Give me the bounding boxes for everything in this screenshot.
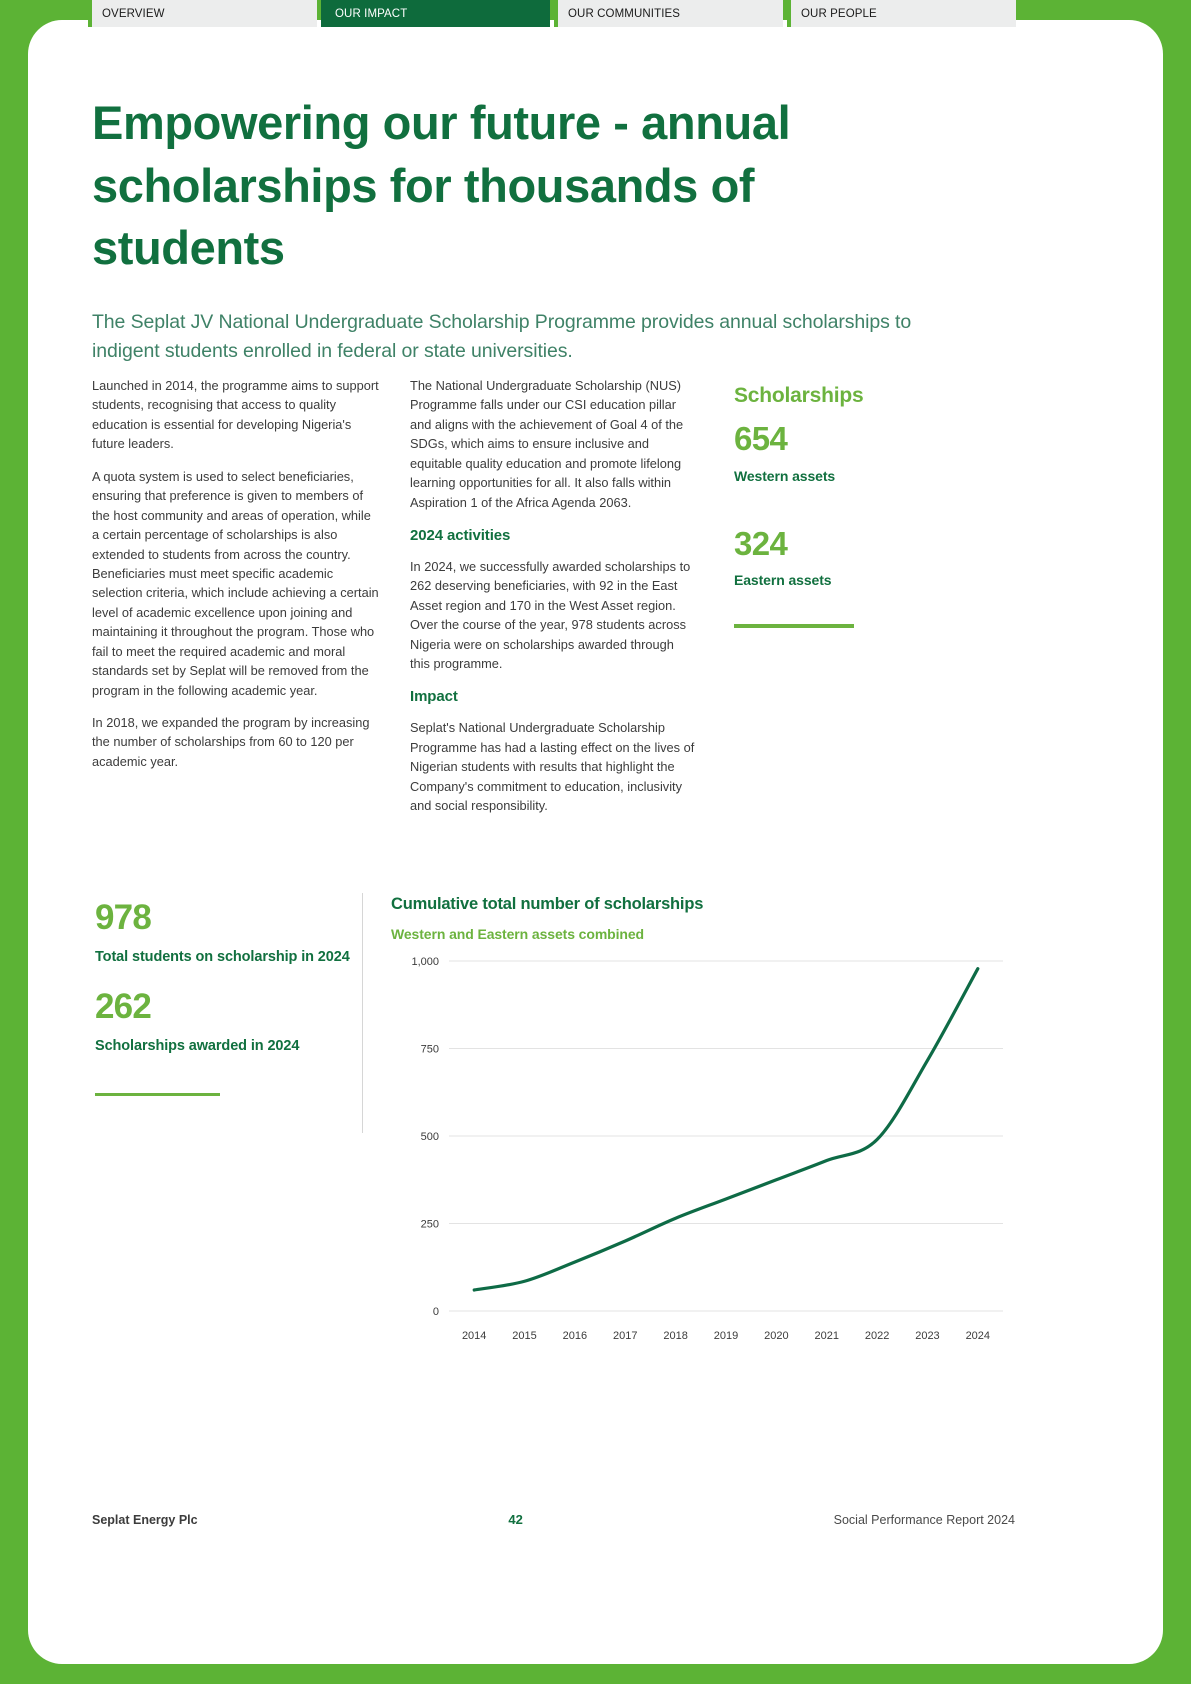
svg-text:2022: 2022 xyxy=(864,1330,890,1342)
stat-eastern-label: Eastern assets xyxy=(734,572,832,589)
col2-paragraph-3: Seplat's National Undergraduate Scholarship Programme has had a lasting effect on the lives of Nigerian students with results that highlight the Company's commitment to education, inclusivity and social responsibility. xyxy=(410,720,695,814)
svg-text:2017: 2017 xyxy=(613,1330,638,1342)
stat-eastern-value: 324 xyxy=(734,524,788,562)
tab-our-communities[interactable] xyxy=(554,0,783,27)
stats-rule-right xyxy=(734,624,854,628)
stats-panel-right xyxy=(734,384,994,628)
body-column-1 xyxy=(92,376,379,784)
tab-our-impact-label: OUR IMPACT xyxy=(335,7,408,20)
col2-paragraph-2: In 2024, we successfully awarded scholarships to 262 deserving beneficiaries, with 92 in the East Asset region and 170 in the West Asset region. Over the course of the year, 978 students across Nigeria were on scholarships awarded through this programme. xyxy=(410,558,691,672)
svg-text:2018: 2018 xyxy=(663,1330,688,1342)
footer-page-number: 42 xyxy=(508,1512,523,1527)
col1-paragraph-2: A quota system is used to select beneficiaries, ensuring that preference is given to members of the host community and areas of operation, while a certain percentage of scholarships is also extended to students from across the country. Beneficiaries must meet specific academic selection criteria, which include achieving a certain level of academic excellence upon joining and maintaining it throughout the program. Those who fail to meet the required academic and moral standards set by Seplat will be removed from the program in the following academic year. xyxy=(92,468,379,698)
svg-text:1,000: 1,000 xyxy=(411,956,439,968)
stats-panel-bottom xyxy=(95,900,363,1096)
tab-overview-label: OVERVIEW xyxy=(102,7,165,20)
stat-total-students-label: Total students on scholarship in 2024 xyxy=(95,948,350,965)
footer-company: Seplat Energy Plc xyxy=(92,1512,198,1527)
stats-kicker-scholarships: Scholarships xyxy=(734,384,864,407)
svg-text:2019: 2019 xyxy=(713,1330,739,1342)
tab-our-people-label: OUR PEOPLE xyxy=(801,7,877,20)
svg-text:250: 250 xyxy=(420,1218,439,1231)
svg-text:500: 500 xyxy=(420,1131,439,1143)
tab-our-communities-label: OUR COMMUNITIES xyxy=(568,7,681,20)
svg-text:0: 0 xyxy=(432,1306,439,1318)
stat-western-label: Western assets xyxy=(734,467,836,484)
stat-awarded-label: Scholarships awarded in 2024 xyxy=(95,1038,300,1055)
svg-text:750: 750 xyxy=(420,1043,439,1056)
tab-our-impact[interactable] xyxy=(321,0,550,27)
svg-text:2024: 2024 xyxy=(965,1330,991,1342)
svg-text:2023: 2023 xyxy=(915,1330,940,1342)
svg-text:2014: 2014 xyxy=(461,1330,487,1342)
stat-awarded-value: 262 xyxy=(95,987,151,1027)
col1-paragraph-3: In 2018, we expanded the program by increasing the number of scholarships from 60 to 120 per academic year. xyxy=(92,715,370,769)
page-title: Empowering our future - annual scholarships for thousands of students xyxy=(92,96,791,274)
tab-our-people[interactable] xyxy=(787,0,1016,27)
footer-report-name: Social Performance Report 2024 xyxy=(833,1512,1015,1527)
svg-text:2015: 2015 xyxy=(512,1330,537,1342)
vertical-divider xyxy=(362,893,363,1133)
chart-title: Cumulative total number of scholarships xyxy=(391,895,704,913)
tab-overview[interactable] xyxy=(88,0,317,27)
stats-bottom-spacer xyxy=(95,967,363,989)
stats-rule-bottom xyxy=(95,1093,220,1097)
chart-subtitle: Western and Eastern assets combined xyxy=(391,926,644,942)
svg-text:2021: 2021 xyxy=(814,1330,839,1342)
col1-paragraph-1: Launched in 2014, the programme aims to support students, recognising that access to quality education is essential for developing Nigeria's future leaders. xyxy=(92,378,379,452)
col2-heading-2024-activities: 2024 activities xyxy=(410,527,511,545)
col2-paragraph-1: The National Undergraduate Scholarship (NUS) Programme falls under our CSI education pillar and aligns with the achievement of Goal 4 of the SDGs, which aims to ensure inclusive and equitable quality education and promote lifelong learning opportunities for all. It also falls within Aspiration 1 of the Africa Agenda 2063. xyxy=(410,378,684,510)
page-standfirst: The Seplat JV National Undergraduate Scholarship Programme provides annual scholarships to indigent students enrolled in federal or state universities. xyxy=(92,311,912,362)
chart-container xyxy=(391,895,1011,1375)
body-column-2 xyxy=(410,376,697,828)
svg-text:2016: 2016 xyxy=(562,1330,588,1342)
page-footer xyxy=(92,1512,1015,1527)
svg-text:2020: 2020 xyxy=(764,1330,789,1342)
stat-total-students-value: 978 xyxy=(95,898,151,937)
stat-western-value: 654 xyxy=(734,420,788,457)
section-tabbar xyxy=(88,0,1016,27)
chart-plot xyxy=(391,951,1011,1371)
col2-heading-impact: Impact xyxy=(410,688,458,706)
stats-spacer xyxy=(734,484,994,527)
